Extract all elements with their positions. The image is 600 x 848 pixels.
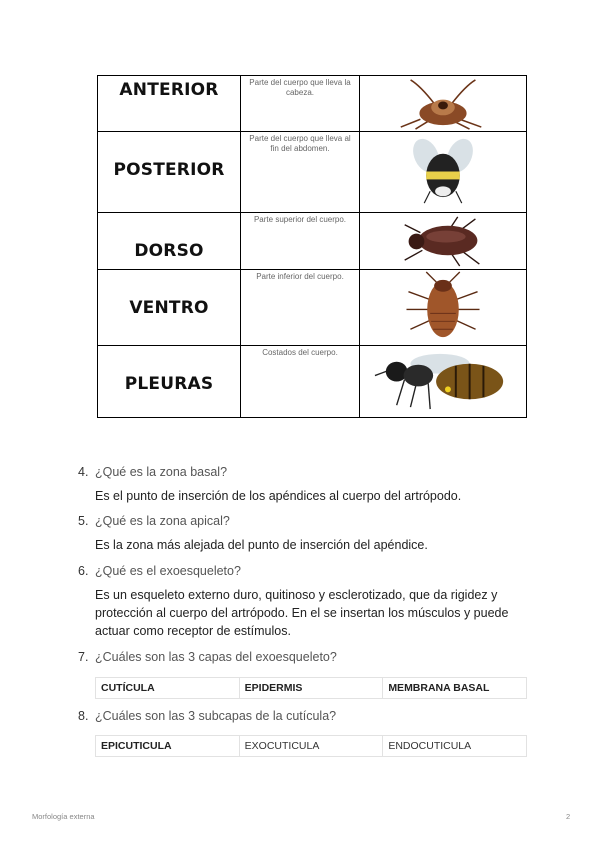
- question-4: 4. ¿Qué es la zona basal?: [78, 465, 228, 479]
- definition-cell: [241, 132, 360, 213]
- question-5: 5. ¿Qué es la zona apical?: [78, 514, 230, 528]
- definition-cell: [241, 346, 360, 418]
- layer-cuticula: CUTÍCULA: [96, 678, 240, 699]
- question-7: 7. ¿Cuáles son las 3 capas del exoesqueleto?: [78, 650, 337, 664]
- definition-cell: [241, 213, 360, 270]
- definition-cell: [241, 270, 360, 346]
- body-regions-table: [97, 75, 527, 418]
- term-ventro: VENTRO: [129, 298, 209, 318]
- question-6: 6. ¿Qué es el exoesqueleto?: [78, 564, 241, 578]
- term-anterior: ANTERIOR: [119, 80, 219, 100]
- sublayer-exocuticula: EXOCUTICULA: [239, 736, 383, 757]
- cuticle-sublayers-table: [95, 735, 527, 757]
- answer-4: Es el punto de inserción de los apéndices al cuerpo del artrópodo.: [95, 489, 462, 503]
- term-posterior: POSTERIOR: [113, 160, 225, 180]
- wasp-lateral-image: [360, 346, 527, 418]
- bee-rear-image: [360, 132, 527, 213]
- definition-posterior: Parte del cuerpo que lleva al fin del abdomen.: [249, 134, 351, 153]
- page-number: 2: [566, 812, 571, 821]
- answer-5: Es la zona más alejada del punto de inserción del apéndice.: [95, 538, 428, 552]
- term-cell: [98, 213, 241, 270]
- term-dorso: DORSO: [134, 241, 204, 261]
- term-cell: [98, 76, 241, 132]
- term-pleuras: PLEURAS: [124, 374, 214, 394]
- answer-6: Es un esqueleto externo duro, quitinoso y esclerotizado, que da rigidez y protección al cuerpo del artrópodo. En el se insertan los músculos y puede actuar como receptor de estímulos.: [95, 588, 509, 638]
- definition-pleuras: Costados del cuerpo.: [262, 348, 338, 357]
- sublayer-epicuticula: EPICUTICULA: [96, 736, 240, 757]
- definition-anterior: Parte del cuerpo que lleva la cabeza.: [249, 78, 351, 97]
- sublayer-endocuticula: ENDOCUTICULA: [383, 736, 527, 757]
- layer-membrana-basal: MEMBRANA BASAL: [383, 678, 527, 699]
- footer-title: Morfología externa: [32, 812, 95, 821]
- cockroach-ventral-image: [360, 270, 527, 346]
- layer-epidermis: EPIDERMIS: [239, 678, 383, 699]
- question-8: 8. ¿Cuáles son las 3 subcapas de la cutícula?: [78, 709, 337, 723]
- term-cell: [98, 270, 241, 346]
- exoskeleton-layers-table: [95, 677, 527, 699]
- cockroach-front-image: [360, 76, 527, 132]
- definition-cell: [241, 76, 360, 132]
- definition-ventro: Parte inferior del cuerpo.: [256, 272, 344, 281]
- beetle-dorsal-image: [360, 213, 527, 270]
- definition-dorso: Parte superior del cuerpo.: [253, 215, 347, 224]
- term-cell: [98, 346, 241, 418]
- term-cell: [98, 132, 241, 213]
